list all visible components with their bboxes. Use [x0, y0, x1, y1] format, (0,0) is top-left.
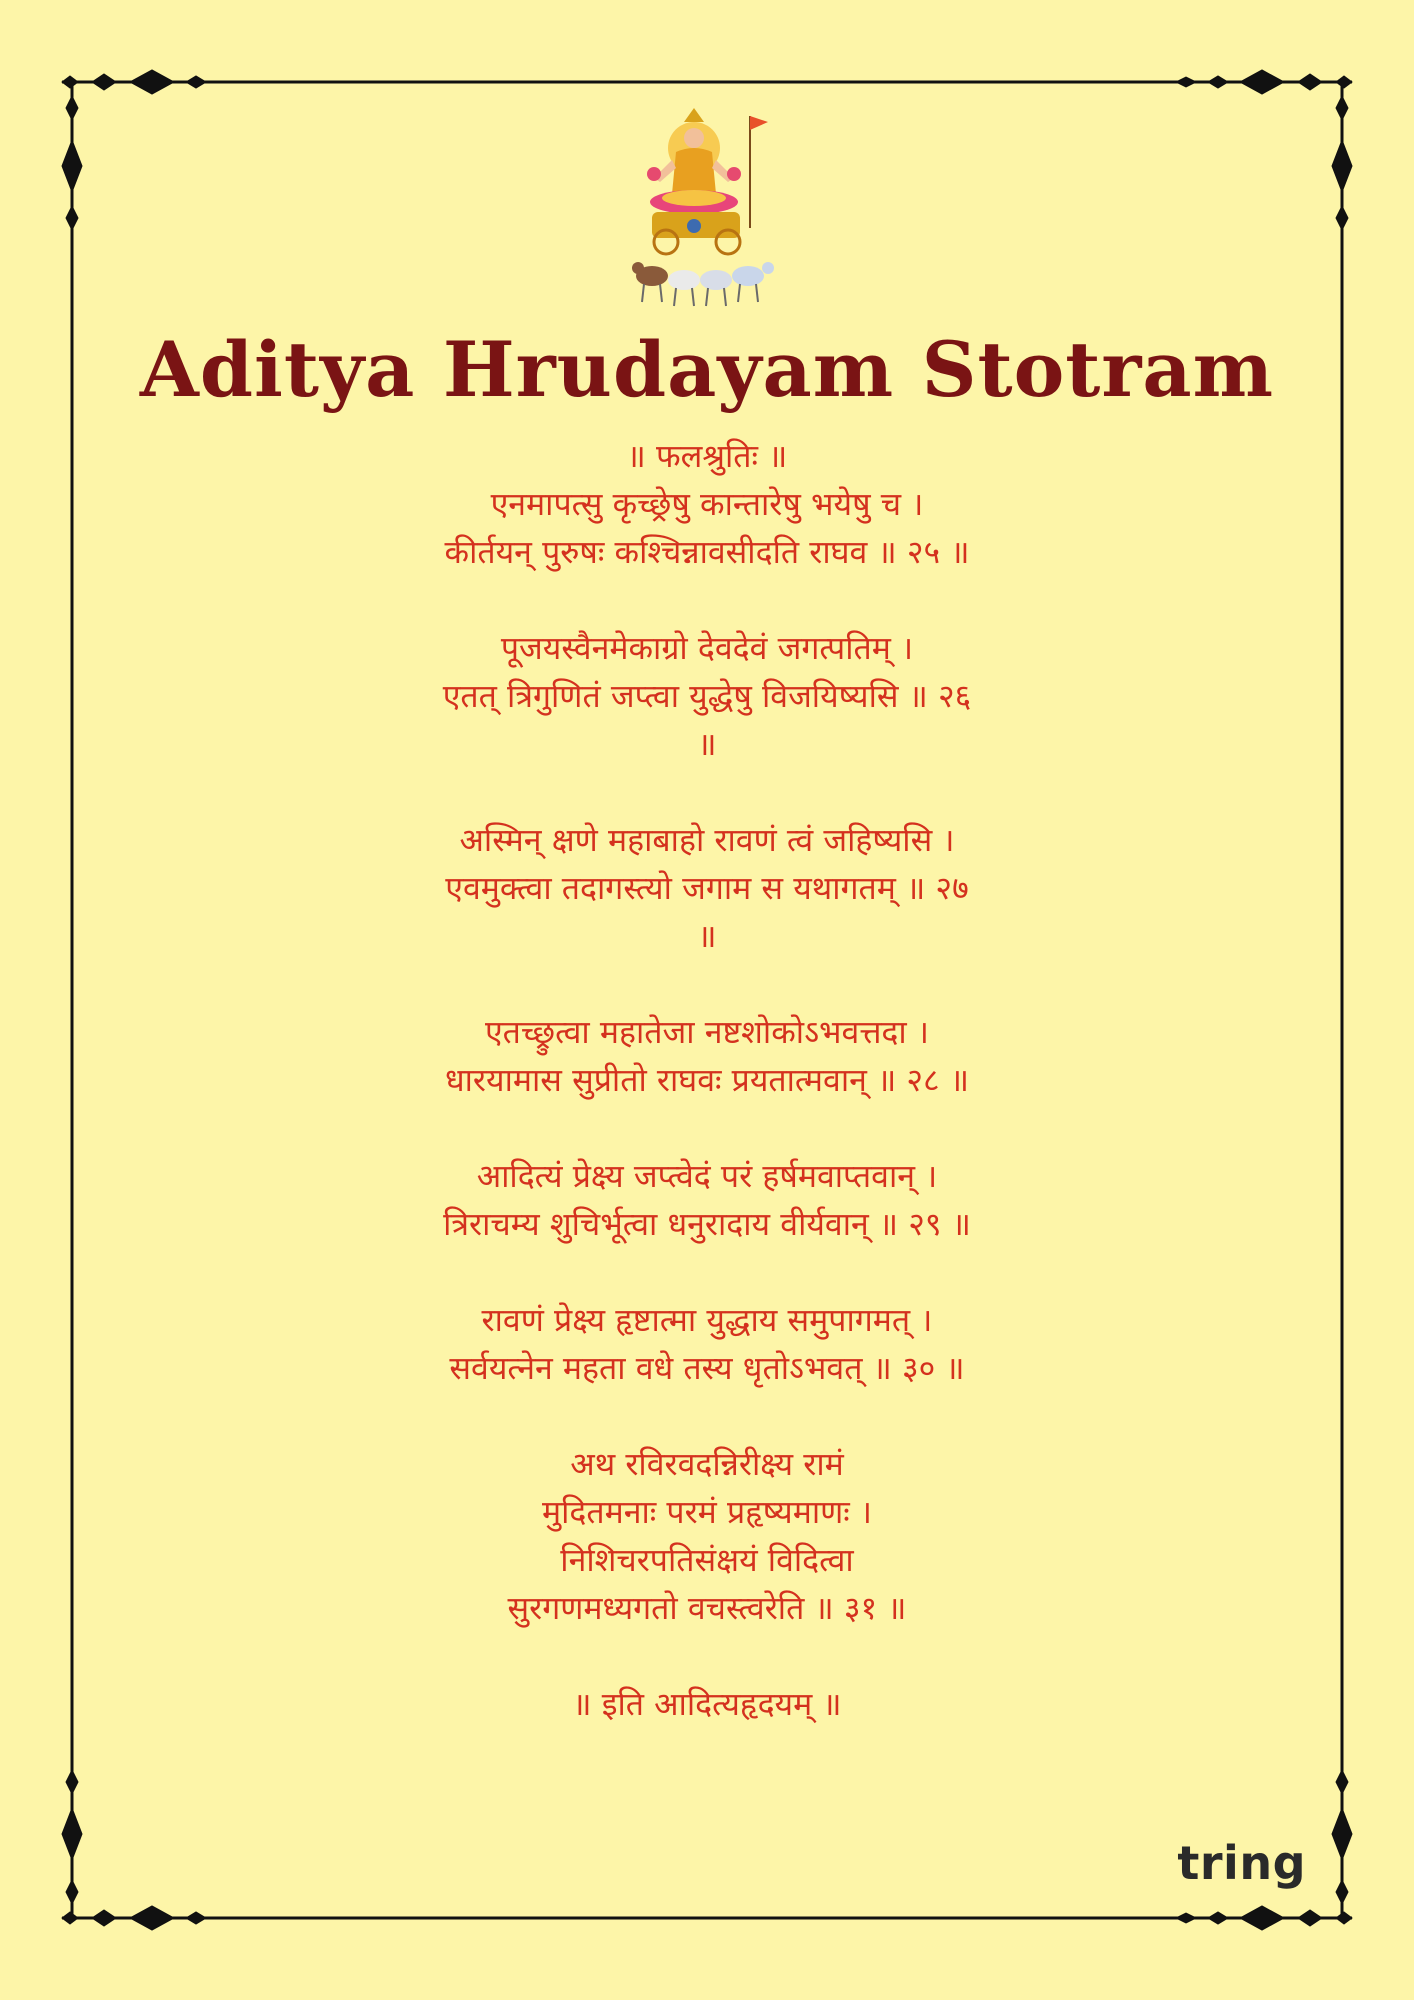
verse-line: कीर्तयन् पुरुषः कश्चिन्नावसीदति राघव ॥ २५ ॥: [444, 533, 970, 571]
stanza-25: [300, 480, 1114, 576]
verse-line: ॥: [697, 917, 717, 955]
verse-line: सुरगणमध्यगतो वचस्त्वरेति ॥ ३१ ॥: [507, 1589, 907, 1627]
heading-line: ॥ फलश्रुतिः ॥: [626, 437, 788, 475]
stanza-31: [300, 1440, 1114, 1632]
stanza-26: [300, 624, 1114, 768]
verse-line: एवमुक्त्वा तदागस्त्यो जगाम स यथागतम् ॥ २७: [445, 869, 969, 907]
verse-line: एनमापत्सु कृच्छ्रेषु कान्तारेषु भयेषु च ।: [490, 485, 924, 523]
stanza-29: [300, 1152, 1114, 1248]
verse-block: [300, 432, 1114, 1776]
verse-line: धारयामास सुप्रीतो राघवः प्रयतात्मवान् ॥ २८ ॥: [444, 1061, 970, 1099]
verse-line: सर्वयत्नेन महता वधे तस्य धृतोऽभवत् ॥ ३० ॥: [449, 1349, 965, 1387]
verse-line: अथ रविरवदन्निरीक्ष्य रामं: [570, 1445, 844, 1483]
page-title: Aditya Hrudayam Stotram: [139, 325, 1275, 414]
brand-logo: tring: [1177, 1836, 1306, 1890]
closing-verse: [300, 1680, 1114, 1728]
closing-line: ॥ इति आदित्यहृदयम् ॥: [572, 1685, 842, 1723]
verse-line: ॥: [697, 725, 717, 763]
verse-line: पूजयस्वैनमेकाग्रो देवदेवं जगत्पतिम् ।: [500, 629, 914, 667]
verse-line: त्रिराचम्य शुचिर्भूत्वा धनुरादाय वीर्यवान् ॥ २९ ॥: [443, 1205, 971, 1243]
verse-line: आदित्यं प्रेक्ष्य जप्त्वेदं परं हर्षमवाप्तवान् ।: [476, 1157, 938, 1195]
verse-line: निशिचरपतिसंक्षयं विदित्वा: [560, 1541, 854, 1579]
verse-line: एतत् त्रिगुणितं जप्त्वा युद्धेषु विजयिष्यसि ॥ २६: [442, 677, 972, 715]
stanza-27: [300, 816, 1114, 960]
verse-line: अस्मिन् क्षणे महाबाहो रावणं त्वं जहिष्यसि ।: [459, 821, 955, 859]
surya-chariot-icon: [632, 108, 782, 308]
section-heading: [300, 432, 1114, 480]
stanza-28: [300, 1008, 1114, 1104]
verse-line: मुदितमनाः परमं प्रहृष्यमाणः ।: [541, 1493, 873, 1531]
verse-line: एतच्छ्रुत्वा महातेजा नष्टशोकोऽभवत्तदा ।: [484, 1013, 930, 1051]
stanza-30: [300, 1296, 1114, 1392]
verse-line: रावणं प्रेक्ष्य हृष्टात्मा युद्धाय समुपागमत् ।: [481, 1301, 933, 1339]
